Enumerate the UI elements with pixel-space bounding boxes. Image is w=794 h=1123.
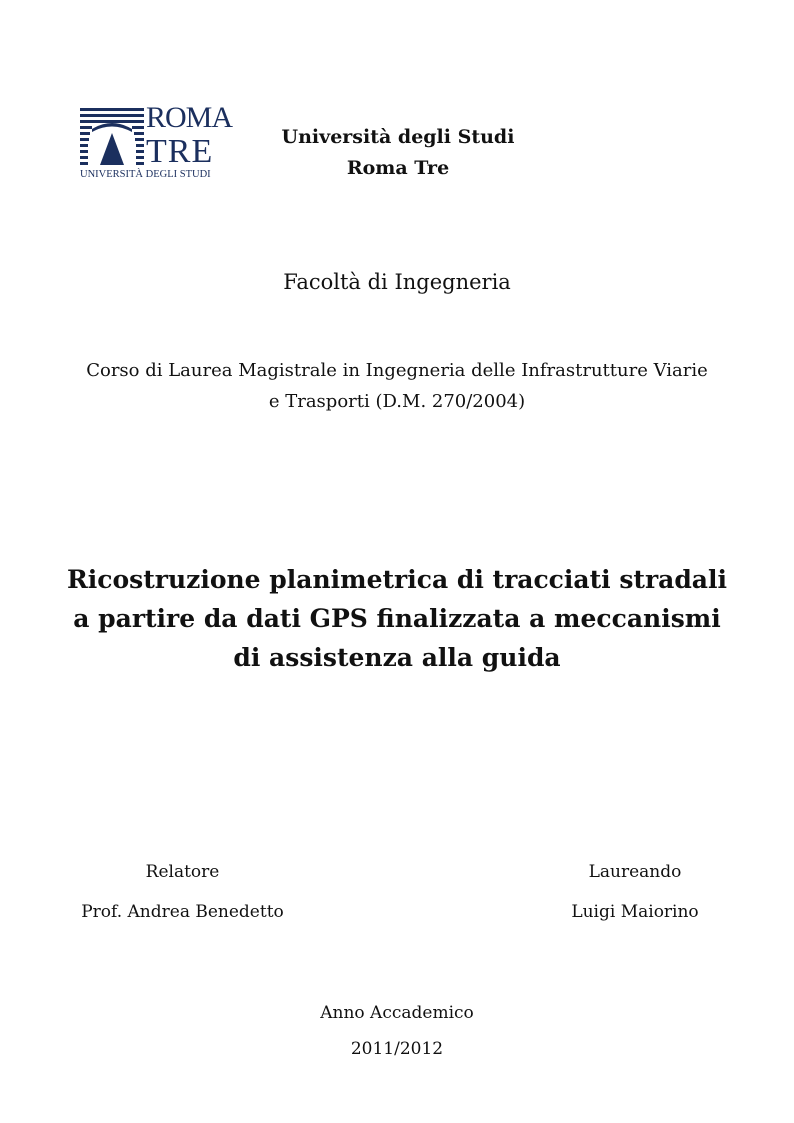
candidate-name: Luigi Maiorino [571, 902, 699, 922]
logo-caption: UNIVERSITÀ DEGLI STUDI [80, 169, 211, 180]
course-line1: Corso di Laurea Magistrale in Ingegneria delle Infrastrutture Viarie [86, 360, 708, 381]
faculty-name: Facoltà di Ingegneria [283, 270, 511, 294]
course-name [60, 355, 734, 417]
supervisor-role: Relatore [145, 862, 220, 882]
course-line2: e Trasporti (D.M. 270/2004) [268, 391, 526, 412]
university-name [260, 122, 536, 184]
supervisor-block [70, 860, 295, 924]
thesis-title-line1: Ricostruzione planimetrica di tracciati stradali [67, 565, 727, 594]
candidate-block [535, 860, 735, 924]
university-name-line1: Università degli Studi [281, 126, 515, 148]
academic-year-label: Anno Accademico [320, 1003, 474, 1023]
thesis-title-line2: a partire da dati GPS finalizzata a meccanismi [73, 604, 721, 633]
logo-wordmark-tre: TRE [146, 133, 214, 170]
logo-wordmark-roma: ROMA [146, 101, 233, 134]
supervisor-name: Prof. Andrea Benedetto [81, 902, 284, 922]
thesis-title-line3: di assistenza alla guida [233, 643, 561, 672]
thesis-title [50, 560, 744, 677]
candidate-role: Laureando [588, 862, 682, 882]
academic-year-value: 2011/2012 [350, 1039, 444, 1059]
university-logo [80, 101, 233, 185]
academic-year-block [0, 1003, 794, 1059]
university-name-line2: Roma Tre [346, 157, 450, 179]
